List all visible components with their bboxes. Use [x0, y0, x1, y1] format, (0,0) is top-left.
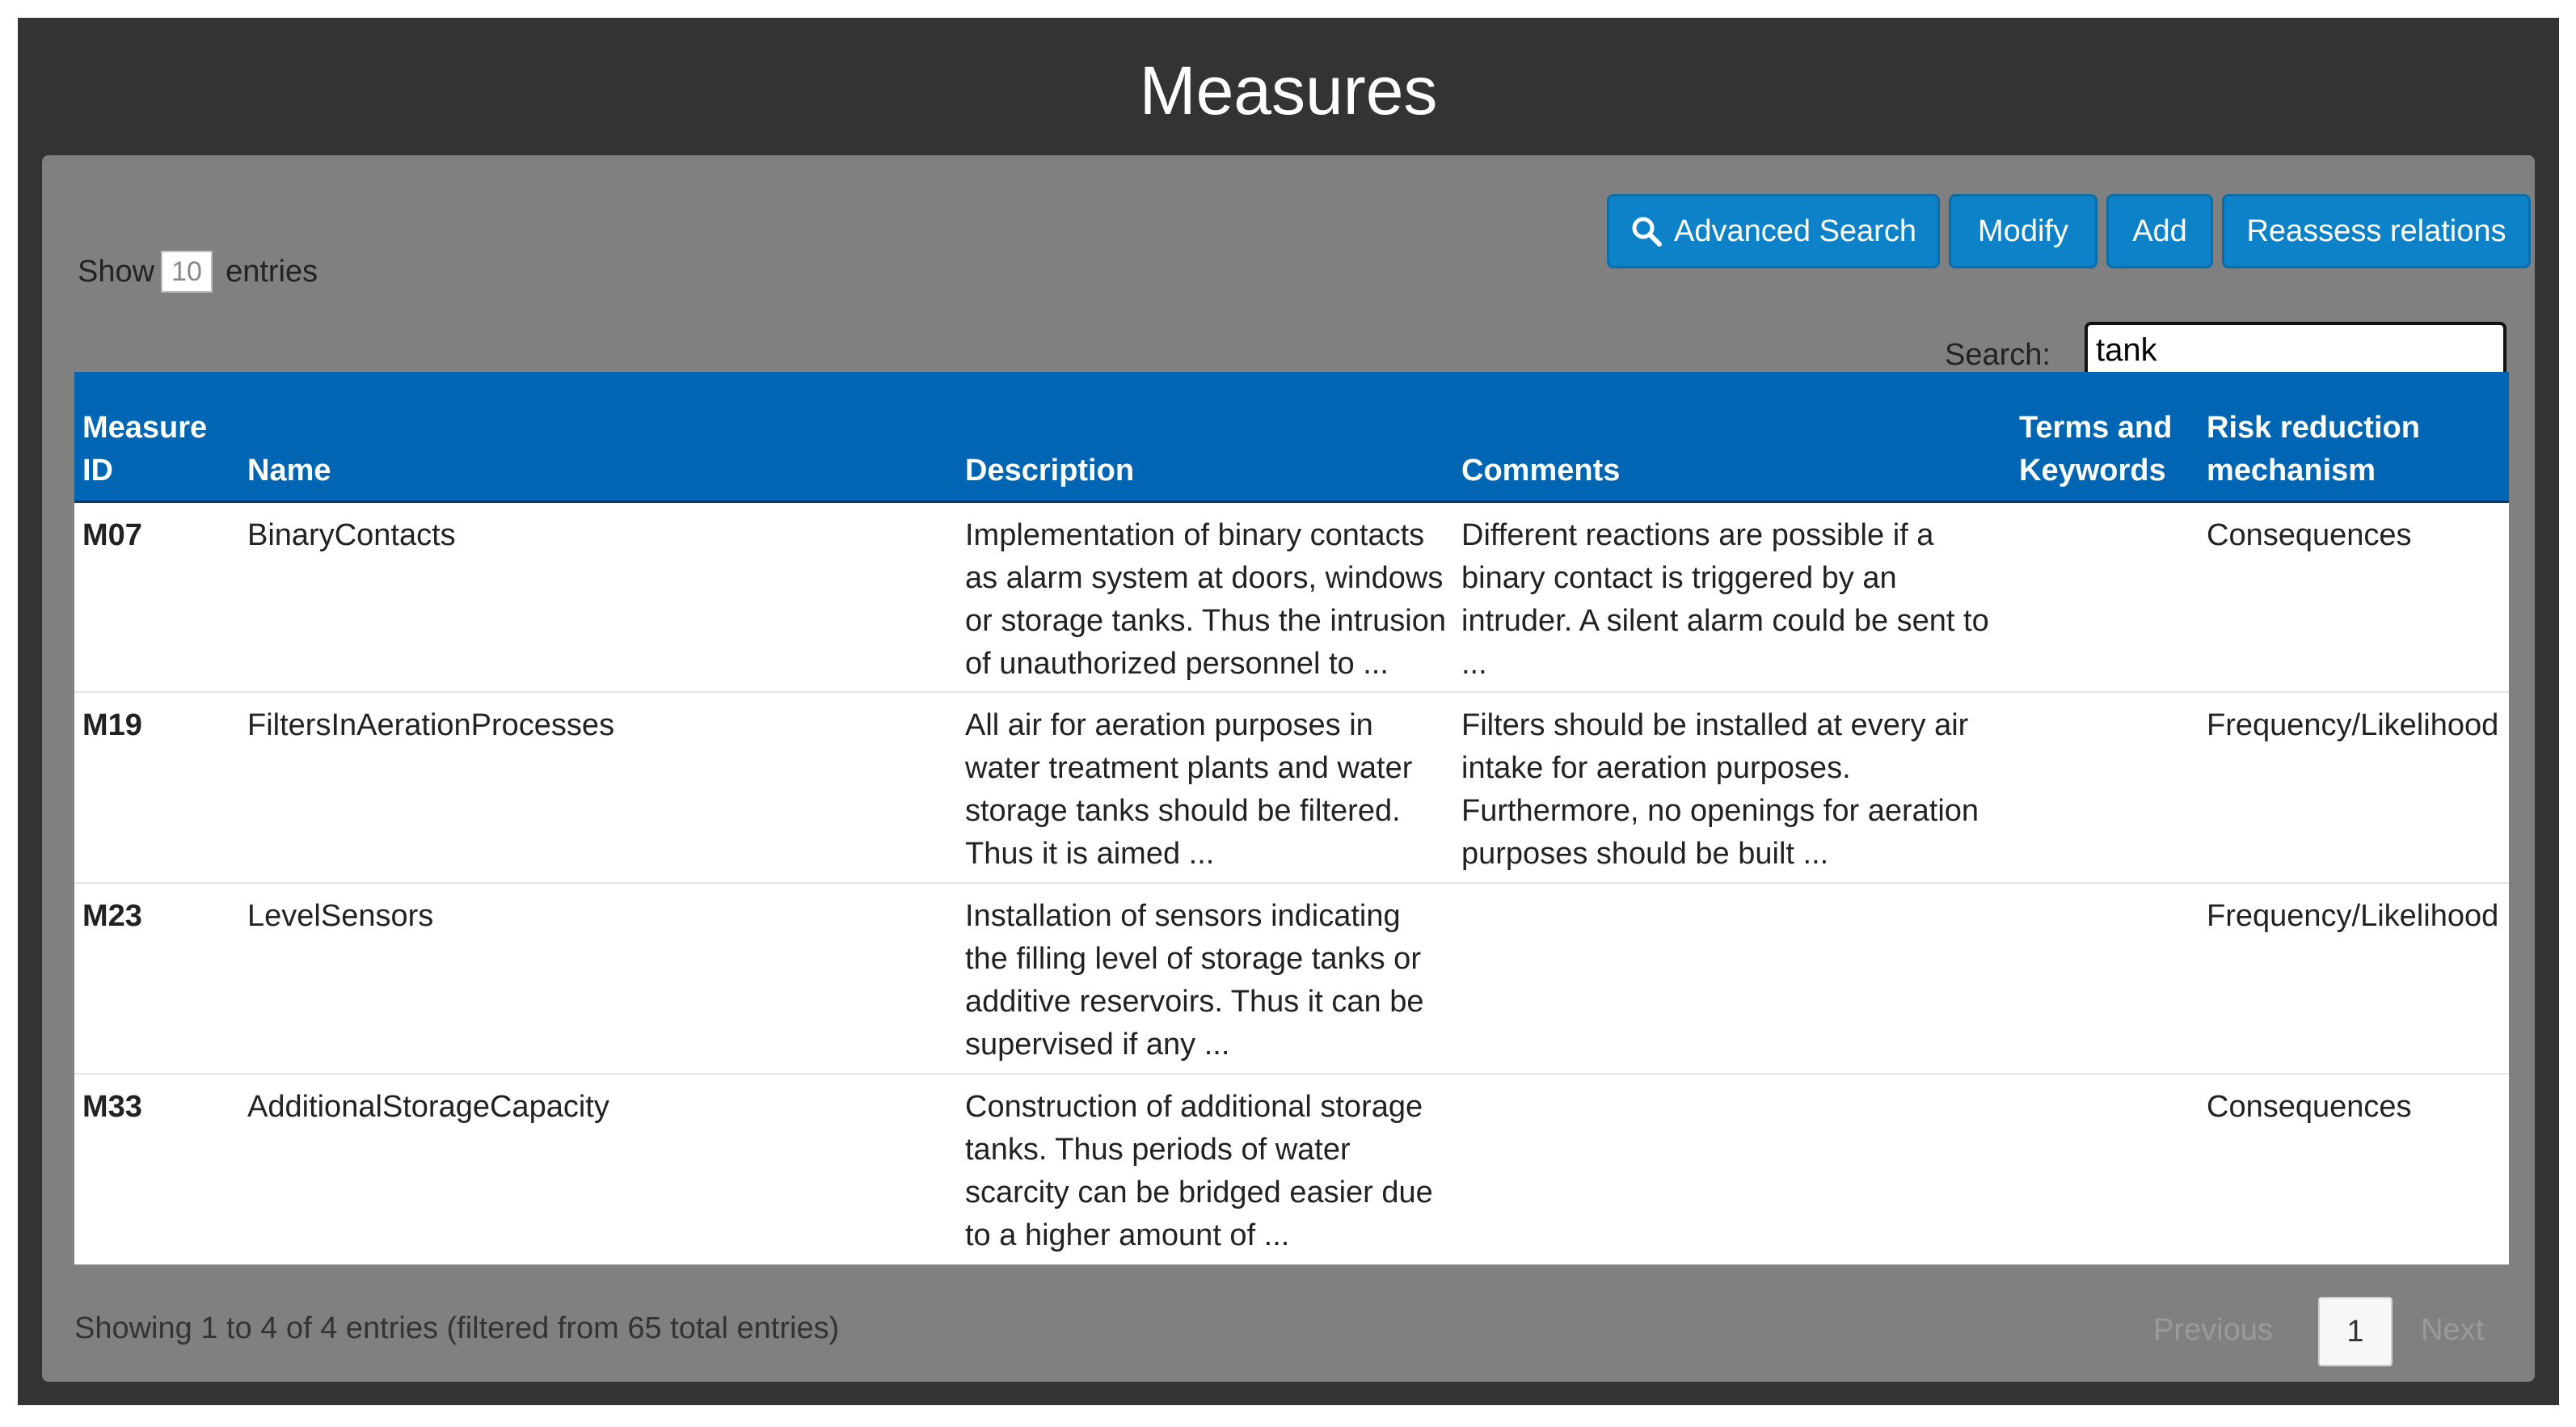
table-row[interactable]	[74, 883, 2509, 1074]
table-row[interactable]	[74, 1074, 2509, 1264]
search-input[interactable]: tank	[2085, 322, 2506, 378]
entries-label: entries	[226, 254, 318, 289]
pagination-page-1[interactable]: 1	[2318, 1297, 2393, 1366]
page-title: Measures	[1139, 53, 1438, 129]
cell-terms	[2011, 692, 2199, 883]
cell-terms	[2011, 1074, 2199, 1264]
cell-measure-id: M23	[74, 883, 239, 1074]
measures-panel	[42, 155, 2535, 1382]
entries-length-control	[78, 251, 318, 293]
cell-risk: Consequences	[2199, 501, 2509, 692]
cell-risk: Frequency/Likelihood	[2199, 692, 2509, 883]
column-header-comments[interactable]: Comments	[1453, 372, 2011, 501]
table-info: Showing 1 to 4 of 4 entries (filtered from 65 total entries)	[74, 1311, 840, 1345]
cell-description: Implementation of binary contacts as alarm system at doors, windows or storage tanks. Thus the intrusion of unauthorized personnel to ...	[957, 501, 1453, 692]
cell-terms	[2011, 883, 2199, 1074]
column-header-description[interactable]: Description	[957, 372, 1453, 501]
add-button[interactable]: Add	[2106, 194, 2213, 268]
cell-description: Construction of additional storage tanks. Thus periods of water scarcity can be bridged easier due to a higher amount of ...	[957, 1074, 1453, 1264]
cell-name: LevelSensors	[239, 883, 957, 1074]
cell-comments	[1453, 883, 2011, 1074]
cell-comments: Filters should be installed at every air intake for aeration purposes. Furthermore, no openings for aeration purposes should be built ...	[1453, 692, 2011, 883]
pagination-previous[interactable]: Previous	[2153, 1313, 2273, 1347]
app-frame	[18, 18, 2559, 1405]
advanced-search-label: Advanced Search	[1674, 213, 1916, 248]
search-icon	[1630, 215, 1663, 247]
table-row[interactable]	[74, 692, 2509, 883]
cell-name: AdditionalStorageCapacity	[239, 1074, 957, 1264]
column-header-measure-id[interactable]: Measure ID	[74, 372, 239, 501]
column-header-name[interactable]: Name	[239, 372, 957, 501]
column-header-terms[interactable]: Terms and Keywords	[2011, 372, 2199, 501]
cell-risk: Consequences	[2199, 1074, 2509, 1264]
cell-description: Installation of sensors indicating the filling level of storage tanks or additive reservoirs. Thus it can be supervised if any ...	[957, 883, 1453, 1074]
entries-length-select[interactable]: 10	[161, 251, 213, 293]
modify-button[interactable]: Modify	[1949, 194, 2097, 268]
pagination-next[interactable]: Next	[2421, 1313, 2485, 1347]
reassess-relations-button[interactable]: Reassess relations	[2222, 194, 2531, 268]
cell-comments: Different reactions are possible if a binary contact is triggered by an intruder. A silent alarm could be sent to ...	[1453, 501, 2011, 692]
measures-table	[74, 372, 2509, 1264]
cell-comments	[1453, 1074, 2011, 1264]
table-header-row	[74, 372, 2509, 501]
cell-name: FiltersInAerationProcesses	[239, 692, 957, 883]
cell-risk: Frequency/Likelihood	[2199, 883, 2509, 1074]
show-label: Show	[78, 254, 155, 289]
advanced-search-button[interactable]	[1607, 194, 1940, 268]
column-header-risk[interactable]: Risk reduction mechanism	[2199, 372, 2509, 501]
cell-description: All air for aeration purposes in water treatment plants and water storage tanks should be filtered. Thus it is aimed ...	[957, 692, 1453, 883]
cell-measure-id: M19	[74, 692, 239, 883]
search-label: Search:	[1945, 338, 2051, 372]
cell-measure-id: M33	[74, 1074, 239, 1264]
cell-measure-id: M07	[74, 501, 239, 692]
table-row[interactable]	[74, 501, 2509, 692]
cell-terms	[2011, 501, 2199, 692]
cell-name: BinaryContacts	[239, 501, 957, 692]
